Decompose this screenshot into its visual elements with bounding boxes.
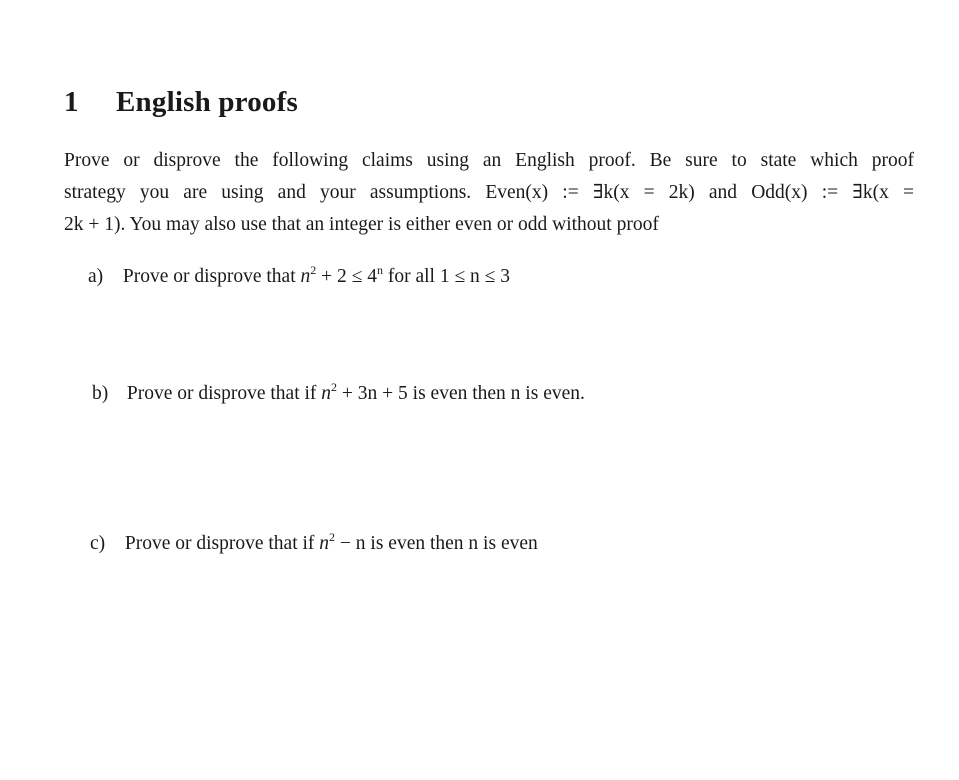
problem-b xyxy=(92,380,585,405)
math-base: n xyxy=(319,533,330,554)
math-exponent: 2 xyxy=(331,380,338,394)
section-title: English proofs xyxy=(116,86,298,118)
problem-label: a) xyxy=(88,266,104,287)
section-number: 1 xyxy=(64,86,79,118)
section-heading xyxy=(64,86,298,119)
problem-a xyxy=(88,263,510,288)
math-base: n xyxy=(300,266,311,287)
problem-text-end: is even then n is even xyxy=(365,533,538,554)
math-exponent-n: n xyxy=(376,263,383,277)
intro-line-2: strategy you are using and your assumptions. Even(x) := ∃k(x = 2k) and Odd(x) := ∃k(x = xyxy=(64,182,914,203)
math-rest: + 3n + 5 xyxy=(337,383,408,404)
intro-line-1: Prove or disprove the following claims using an English proof. Be sure to state which proof xyxy=(64,150,914,171)
intro-line-3: 2k + 1). You may also use that an integer is either even or odd without proof xyxy=(64,214,659,235)
problem-text-end: for all 1 ≤ n ≤ 3 xyxy=(382,266,510,287)
math-rest: − n xyxy=(335,533,366,554)
problem-text: Prove or disprove that if xyxy=(124,533,320,554)
problem-text-end: is even then n is even. xyxy=(407,383,585,404)
problem-label: c) xyxy=(90,533,106,554)
intro-paragraph xyxy=(64,145,914,241)
math-exponent: 2 xyxy=(329,530,336,544)
problem-label: b) xyxy=(92,383,109,404)
math-rest: + 2 ≤ 4 xyxy=(316,266,377,287)
math-exponent: 2 xyxy=(310,263,317,277)
math-base: n xyxy=(321,383,332,404)
problem-text: Prove or disprove that if xyxy=(126,383,322,404)
problem-text: Prove or disprove that xyxy=(122,266,301,287)
problem-c xyxy=(90,530,538,555)
